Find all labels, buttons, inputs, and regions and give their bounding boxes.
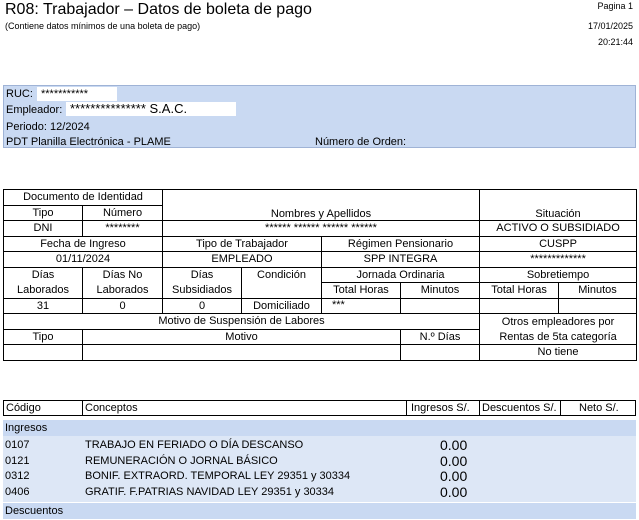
hire-date-header: Fecha de Ingreso <box>4 236 163 252</box>
employer-info-box <box>3 85 636 148</box>
overtime-minutes-value <box>559 298 637 314</box>
other-employers-header-1: Otros empleadores por <box>480 314 637 330</box>
deductions-section-label: Descuentos <box>5 505 64 517</box>
row-income: 0.00 <box>440 437 468 453</box>
header-divider <box>560 401 561 415</box>
suspension-reason-value <box>83 345 401 361</box>
ruc-label: RUC: <box>6 88 33 100</box>
condition-value: Domiciliado <box>242 298 322 314</box>
suspension-header: Motivo de Suspensión de Labores <box>4 314 480 330</box>
overtime-header: Sobretiempo <box>480 267 637 283</box>
suspension-type-value <box>4 345 83 361</box>
row-code: 0312 <box>5 470 30 482</box>
net-column-header: Neto S/. <box>579 402 619 414</box>
doc-number-header: Número <box>83 205 163 221</box>
row-code: 0107 <box>5 439 30 451</box>
days-not-worked-header-1: Días No <box>83 267 163 283</box>
suspension-days-value <box>401 345 480 361</box>
cuspp-header: CUSPP <box>480 236 637 252</box>
doc-type-header: Tipo <box>4 205 83 221</box>
doc-type-value: DNI <box>4 221 83 237</box>
table-row <box>3 484 636 500</box>
overtime-hours-header: Total Horas <box>480 283 559 299</box>
row-concept: REMUNERACIÓN O JORNAL BÁSICO <box>85 454 278 467</box>
row-concept: GRATIF. F.PATRIAS NAVIDAD LEY 29351 y 30334 <box>85 485 335 498</box>
deductions-column-header: Descuentos S/. <box>482 402 557 414</box>
days-worked-value: 31 <box>4 298 83 314</box>
table-row <box>3 437 636 453</box>
table-row <box>3 468 636 484</box>
situation-value: ACTIVO O SUBSIDIADO <box>480 221 637 237</box>
suspension-reason-header: Motivo <box>83 329 401 345</box>
total-hours-header: Total Horas <box>322 283 401 299</box>
header-divider <box>479 401 480 415</box>
suspension-type-header: Tipo <box>4 329 83 345</box>
pension-regime-value: SPP INTEGRA <box>322 252 480 268</box>
other-employers-value: No tiene <box>480 345 637 361</box>
suspension-days-header: N.º Días <box>401 329 480 345</box>
row-income: 0.00 <box>440 452 468 469</box>
income-column-header: Ingresos S/. <box>411 402 470 414</box>
row-code: 0121 <box>5 454 30 467</box>
total-hours-value: *** <box>322 298 401 314</box>
row-concept: TRABAJO EN FERIADO O DÍA DESCANSO <box>85 439 304 451</box>
days-not-worked-header-2: Laborados <box>83 283 163 299</box>
days-subsidized-value: 0 <box>163 298 242 314</box>
ordinary-hours-header: Jornada Ordinaria <box>322 267 480 283</box>
deductions-section-header <box>3 503 636 519</box>
condition-header: Condición <box>242 267 322 283</box>
employer-value: *************** S.A.C. <box>66 102 236 116</box>
days-not-worked-value: 0 <box>83 298 163 314</box>
header-divider <box>82 401 83 415</box>
hire-date-value: 01/11/2024 <box>4 252 163 268</box>
worker-table <box>3 189 637 361</box>
cuspp-value: ************* <box>480 252 637 268</box>
concepts-header-row <box>3 400 636 416</box>
overtime-hours-value <box>480 298 559 314</box>
days-worked-header-1: Días <box>4 267 83 283</box>
table-row <box>3 453 636 469</box>
worker-type-header: Tipo de Trabajador <box>163 236 322 252</box>
report-subtitle: (Contiene datos mínimos de una boleta de pago) <box>5 21 201 31</box>
condition-header-spacer <box>242 283 322 299</box>
page-number: Pagina 1 <box>597 1 633 11</box>
plame-label: PDT Planilla Electrónica - PLAME <box>6 136 171 148</box>
order-number-label: Número de Orden: <box>315 136 407 148</box>
row-income: 0.00 <box>440 483 468 500</box>
doc-identity-header: Documento de Identidad <box>4 190 163 206</box>
concepts-column-header: Conceptos <box>85 402 138 414</box>
income-section-header <box>3 420 636 436</box>
minutes-value <box>401 298 480 314</box>
other-employers-header-2: Rentas de 5ta categoría <box>480 329 637 345</box>
employer-label: Empleador: <box>6 104 63 116</box>
row-code: 0406 <box>5 485 30 498</box>
period: Periodo: 12/2024 <box>6 121 90 133</box>
days-subsidized-header-1: Días <box>163 267 242 283</box>
names-header: Nombres y Apellidos <box>163 190 480 221</box>
code-column-header: Código <box>6 402 41 414</box>
print-time: 20:21:44 <box>597 37 633 47</box>
minutes-header: Minutos <box>401 283 480 299</box>
report-title: R08: Trabajador – Datos de boleta de pago <box>5 1 312 18</box>
row-income: 0.00 <box>440 468 468 484</box>
ruc-value: *********** <box>37 87 117 101</box>
row-concept: BONIF. EXTRAORD. TEMPORAL LEY 29351 y 30334 <box>85 470 351 482</box>
situation-header: Situación <box>480 190 637 221</box>
pension-regime-header: Régimen Pensionario <box>322 236 480 252</box>
income-section-label: Ingresos <box>5 422 48 434</box>
print-date: 17/01/2025 <box>587 21 633 31</box>
days-worked-header-2: Laborados <box>4 283 83 299</box>
header-divider <box>406 401 407 415</box>
overtime-minutes-header: Minutos <box>559 283 637 299</box>
days-subsidized-header-2: Subsidiados <box>163 283 242 299</box>
worker-type-value: EMPLEADO <box>163 252 322 268</box>
names-value: ****** ****** ****** ****** <box>163 221 480 237</box>
doc-number-value: ******** <box>83 221 163 237</box>
